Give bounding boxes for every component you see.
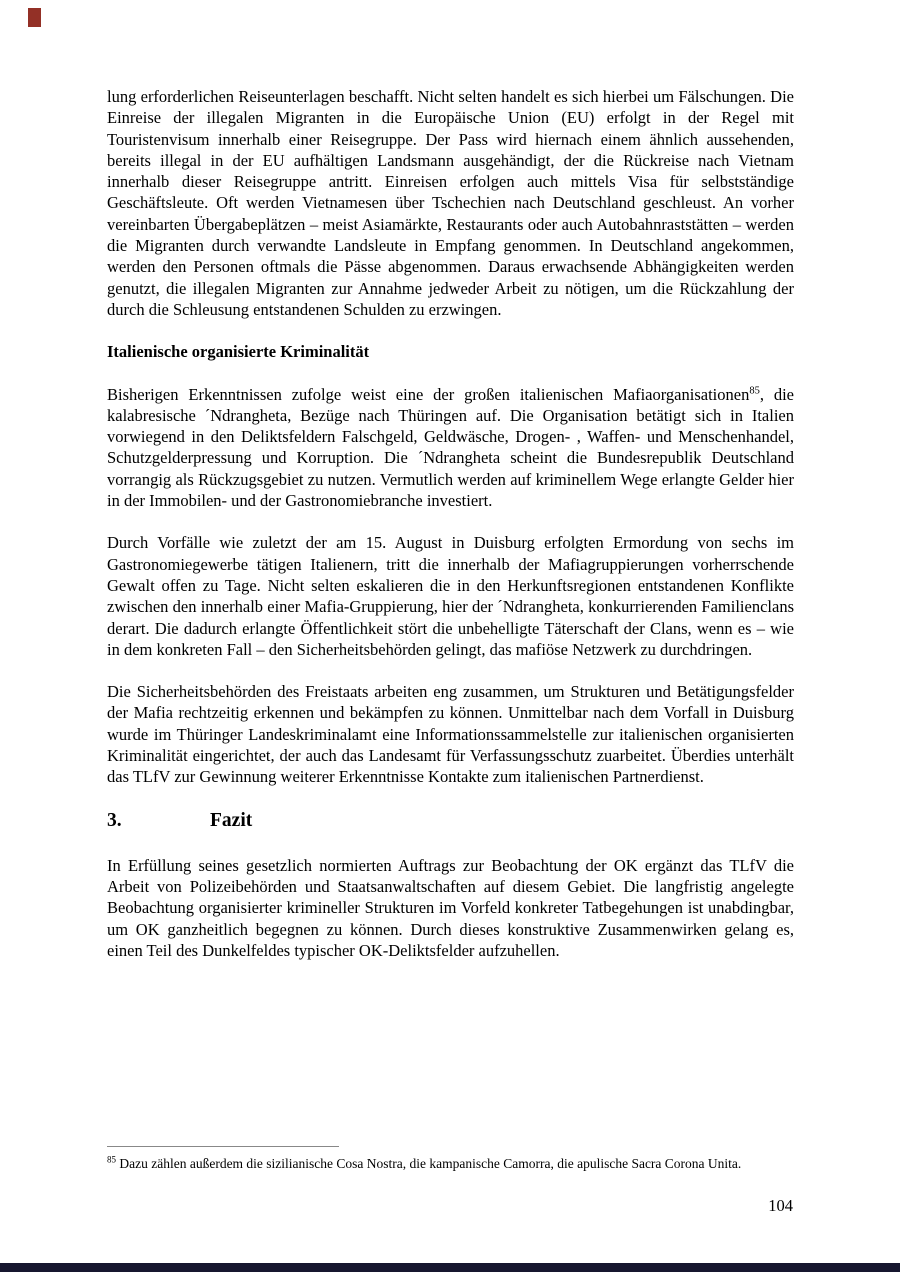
paragraph-italian-2: Durch Vorfälle wie zuletzt der am 15. August in Duisburg erfolgten Ermordung von sechs im Gastronomiegewerbe tätigen Italienern, tritt die innerhalb der Mafiagruppierungen vorherrschende Gewalt offen zu Tage. Nicht selten eskalieren die in den Herkunftsregionen entstandenen Konflikte zwischen den innerhalb einer Mafia-Gruppierung, hier der ´Ndrangheta, konkurrierenden Familienclans derart. Die dadurch erlangte Öffentlichkeit stört die unbehelligte Täterschaft der Clans, wenn es – wie in dem konkreten Fall – den Sicherheitsbehörden gelingt, das mafiöse Netzwerk zu durchdringen.	[107, 533, 794, 659]
footnote-separator	[107, 1146, 339, 1147]
section-title: Fazit	[210, 809, 253, 831]
corner-mark	[28, 8, 41, 27]
footnote-area	[107, 1146, 794, 1173]
paragraph-text-after-footnote-ref: , die kalabresische ´Ndrangheta, Bezüge nach Thüringen auf. Die Organisation betätigt sich in Italien vorwiegend in den Deliktsfeldern Falschgeld, Geldwäsche, Drogen- , Waffen- und Menschenhandel, Schutzgelderpressung und Korruption. Die ´Ndrangheta scheint die Bundesrepublik Deutschland vorrangig als Rückzugsgebiet zu nutzen. Vermutlich werden auf kriminellem Wege erlangte Gelder hier in der Immobilen- und der Gastronomiebranche investiert.	[107, 384, 794, 511]
paragraph-text-before-footnote-ref: Bisherigen Erkenntnissen zufolge weist eine der großen italienischen Mafiaorganisationen	[107, 384, 750, 404]
page-number: 104	[768, 1196, 793, 1215]
bottom-bar	[0, 1263, 900, 1272]
section-heading-italian-ok: Italienische organisierte Kriminalität	[107, 342, 370, 362]
footnote-reference: 85	[749, 385, 760, 397]
paragraph-fazit: In Erfüllung seines gesetzlich normierten Auftrags zur Beobachtung der OK ergänzt das TLfV die Arbeit von Polizeibehörden und Staatsanwaltschaften auf diesem Gebiet. Die langfristig angelegte Beobachtung organisierter krimineller Strukturen im Vorfeld konkreter Tatbegehungen ist unabdingbar, um OK ganzheitlich begegnen zu können. Durch dieses konstruktive Zusammenwirken gelang es, einen Teil des Dunkelfeldes typischer OK-Deliktsfelder aufzuhellen.	[107, 855, 794, 960]
footnote-number: 85	[107, 1154, 116, 1165]
footnote-text: Dazu zählen außerdem die sizilianische Cosa Nostra, die kampanische Camorra, die apulische Sacra Corona Unita.	[119, 1156, 742, 1171]
paragraph-italian-3: Die Sicherheitsbehörden des Freistaats arbeiten eng zusammen, um Strukturen und Betätigungsfelder der Mafia rechtzeitig erkennen und bekämpfen zu können. Unmittelbar nach dem Vorfall in Duisburg wurde im Thüringer Landeskriminalamt eine Informationssammelstelle zur italienischen organisierten Kriminalität eingerichtet, der auch das Landesamt für Verfassungsschutz zuarbeitet. Überdies unterhält das TLfV zur Gewinnung weiterer Erkenntnisse Kontakte zum italienischen Partnerdienst.	[107, 682, 794, 787]
paragraph-italian-1	[107, 384, 794, 512]
paragraph-intro: lung erforderlichen Reiseunterlagen beschafft. Nicht selten handelt es sich hierbei um Fälschungen. Die Einreise der illegalen Migranten in die Europäische Union (EU) erfolgt in der Regel mit Touristenvisum innerhalb einer Reisegruppe. Der Pass wird hiernach einem ähnlich aussehenden, bereits illegal in der EU aufhältigen Landsmann ausgehändigt, der die Rückreise nach Vietnam innerhalb dieser Reisegruppe antritt. Einreisen erfolgen auch mittels Visa für selbstständige Geschäftsleute. Oft werden Vietnamesen über Tschechien nach Deutschland geschleust. An vorher vereinbarten Übergabeplätzen – meist Asiamärkte, Restaurants oder auch Autobahnraststätten – werden die Migranten durch verwandte Landsleute in Empfang genommen. In Deutschland angekommen, werden den Personen oftmals die Pässe abgenommen. Daraus erwachsende Abhängigkeiten werden genutzt, die illegalen Migranten zur Annahme jedweder Arbeit zu nötigen, um die Rückzahlung der durch die Schleusung entstandenen Schulden zu erzwingen.	[107, 87, 794, 319]
page-content	[107, 86, 794, 982]
section-number: 3.	[107, 809, 122, 831]
footnote	[107, 1155, 794, 1173]
section-heading-fazit	[107, 809, 794, 833]
